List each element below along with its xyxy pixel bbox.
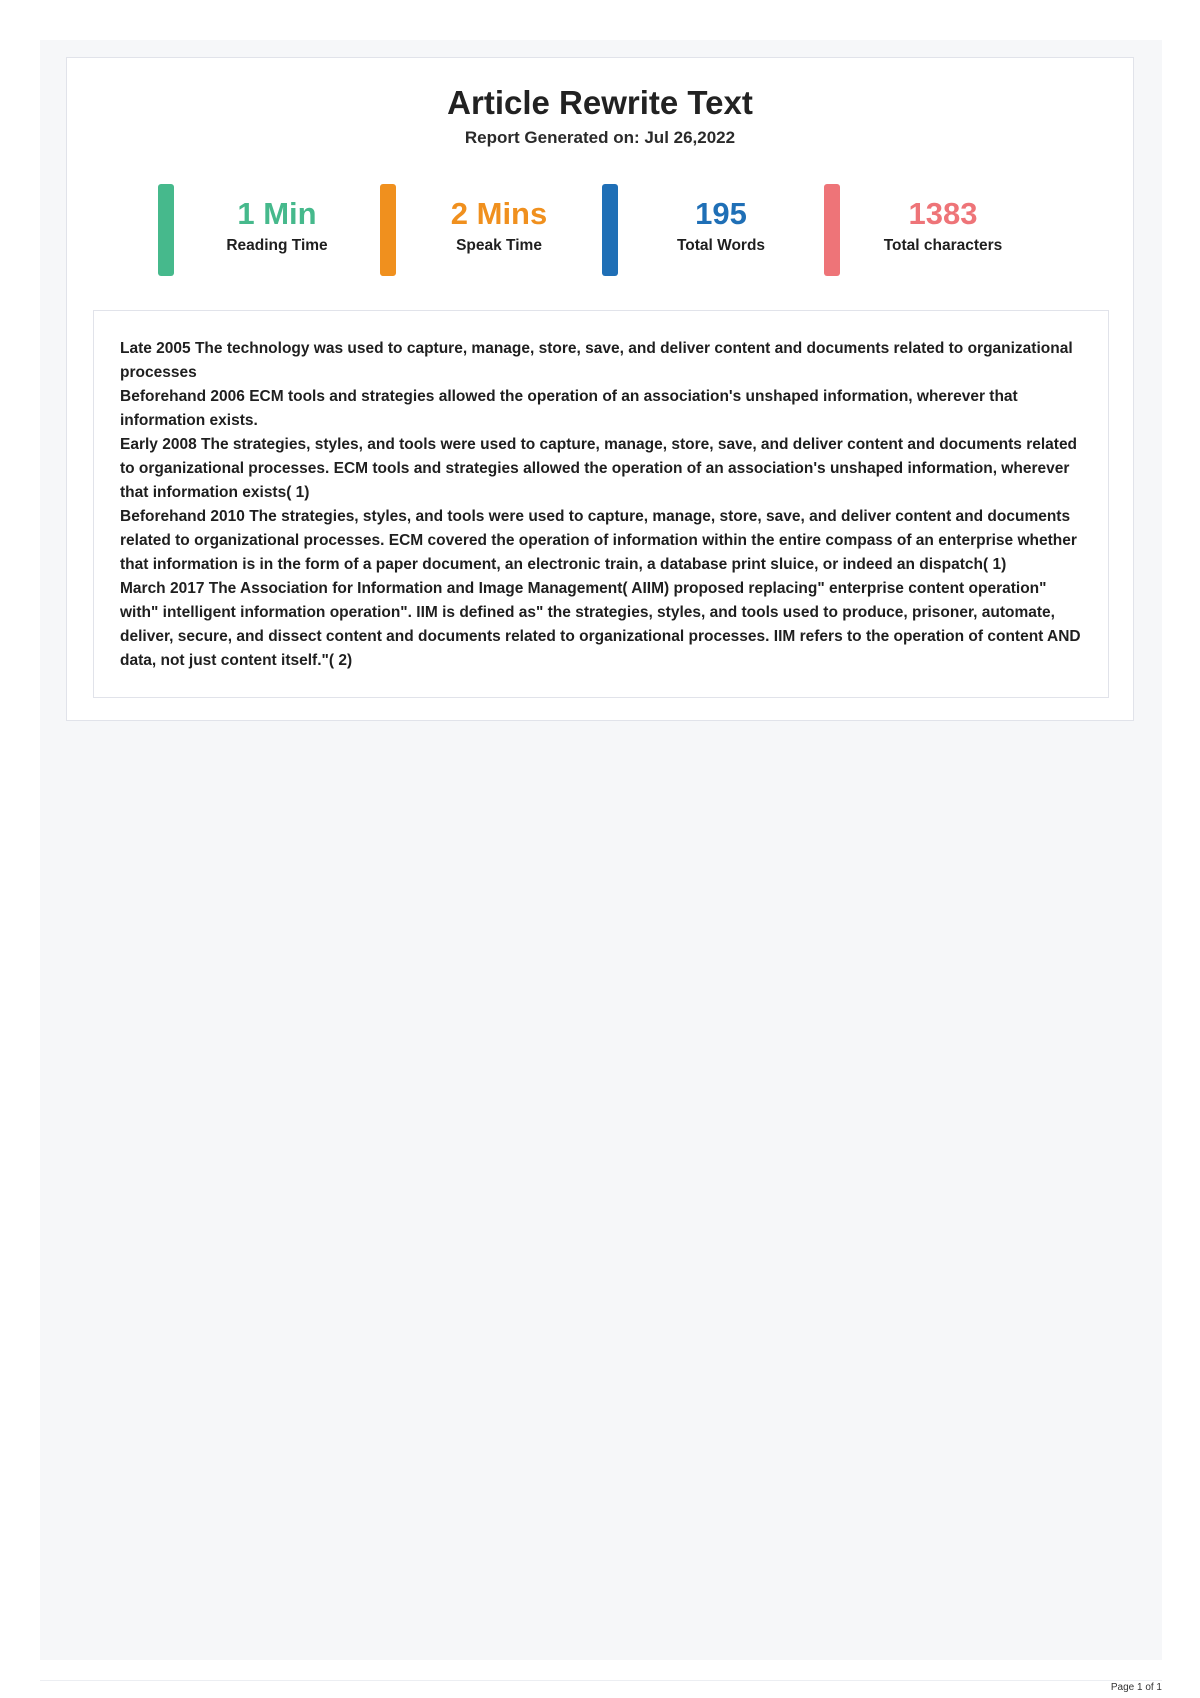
article-paragraph: Beforehand 2006 ECM tools and strategies allowed the operation of an association's unshaped information, wherever that information exists. — [120, 388, 1018, 429]
stat-label: Reading Time — [226, 237, 328, 254]
stat-total-words — [602, 184, 824, 276]
article-paragraph: Late 2005 The technology was used to capture, manage, store, save, and deliver content and documents related to organizational processes — [120, 340, 1073, 381]
article-paragraph: Beforehand 2010 The strategies, styles, and tools were used to capture, manage, store, save, and deliver content and documents related to organizational processes. ECM covered the operation of information within the entire compass of an enterprise whether that information is in the form of a paper document, an electronic train, a database print sluice, or indeed an dispatch( 1) — [120, 508, 1077, 573]
stat-value: 1383 — [908, 196, 978, 231]
report-card — [66, 57, 1134, 721]
report-generated-date: Report Generated on: Jul 26,2022 — [464, 128, 736, 147]
report-title: Article Rewrite Text — [447, 84, 753, 121]
stat-value: 2 Mins — [450, 196, 548, 231]
article-text-box — [93, 310, 1109, 698]
stat-accent-bar — [602, 184, 618, 276]
stat-accent-bar — [380, 184, 396, 276]
stat-label: Total characters — [883, 237, 1003, 254]
stat-accent-bar — [824, 184, 840, 276]
stat-reading-time — [158, 184, 380, 276]
stat-value: 1 Min — [237, 196, 317, 231]
article-paragraph: Early 2008 The strategies, styles, and tools were used to capture, manage, store, save, and deliver content and documents related to organizational processes. ECM tools and strategies allowed the operation of an association's unshaped information, wherever that information exists( 1) — [120, 436, 1078, 501]
footer-divider — [40, 1680, 1162, 1681]
stat-value: 195 — [695, 196, 747, 231]
stat-total-characters — [824, 184, 1046, 276]
article-text — [120, 337, 1086, 673]
stats-row — [158, 184, 1046, 276]
stat-speak-time — [380, 184, 602, 276]
stat-label: Speak Time — [456, 237, 542, 254]
stat-label: Total Words — [676, 237, 766, 254]
article-paragraph: March 2017 The Association for Information and Image Management( AIIM) proposed replacing" enterprise content operation" with" intelligent information operation". IIM is defined as" the strategies, styles, and tools used to produce, prisoner, automate, deliver, secure, and dissect content and documents related to organizational processes. IIM refers to the operation of content AND data, not just content itself."( 2) — [120, 580, 1081, 669]
stat-accent-bar — [158, 184, 174, 276]
page-number: Page 1 of 1 — [1110, 1682, 1162, 1693]
